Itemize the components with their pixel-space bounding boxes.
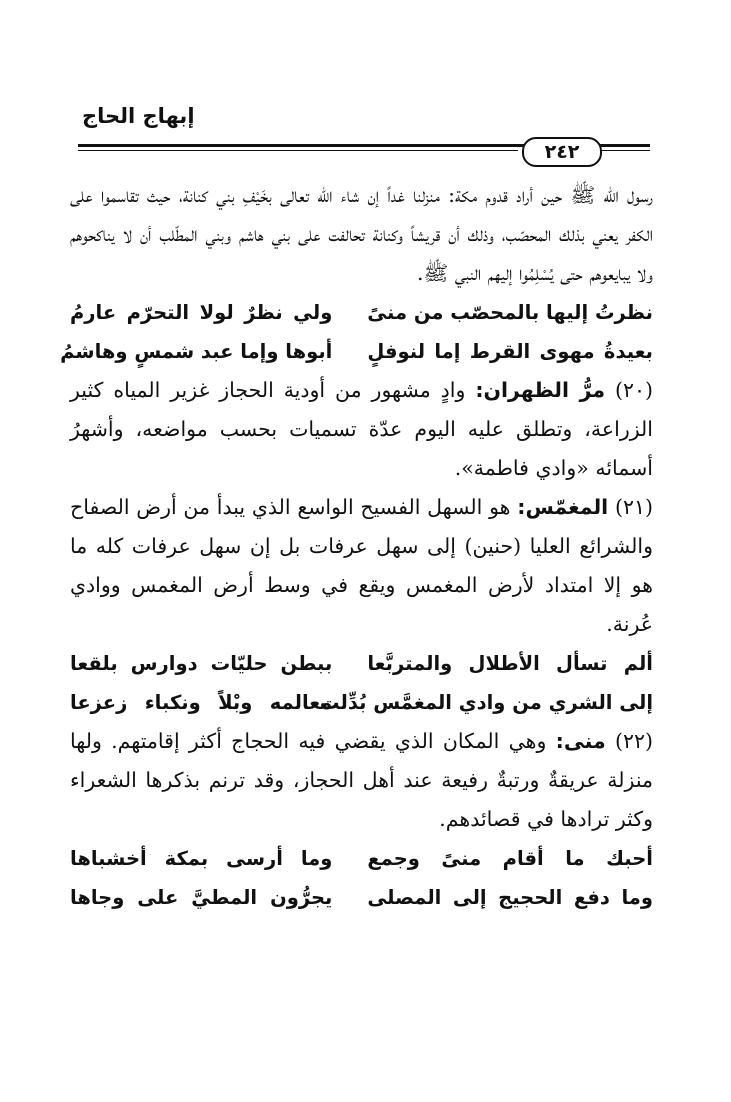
verse-hemistich: معالمه وبْلاً ونكباء زعزعا [70, 691, 333, 714]
page-content [60, 176, 653, 917]
verse-line [70, 683, 653, 722]
page-number: ٢٤٢ [522, 137, 602, 167]
verse-hemistich: نظرتُ إليها بالمحصّب من منىً [367, 301, 653, 324]
header-rule-thin-left [78, 150, 518, 151]
note-number: (٢٠) [614, 378, 653, 402]
note-text: وهي المكان الذي يقضي فيه الحجاج أكثر إقامتهم. ولها منزلة عريقةٌ ورتبةٌ رفيعة عند أهل الحجاز، وقد ترنم بذكرها الشعراء وكثر ترادها في قصائدهم. [70, 729, 653, 831]
verse-line [60, 332, 653, 371]
paragraph-note-21 [70, 488, 653, 644]
verse-line [70, 293, 653, 332]
note-text: وادٍ مشهور من أودية الحجاز غزير المياه كثير الزراعة، وتطلق عليه اليوم عدّة تسميات بحسب مواضعه، وأشهرُ أسمائه «وادي فاطمة». [70, 378, 653, 480]
verse-hemistich: وما دفع الحجيج إلى المصلى [367, 886, 653, 909]
verse-hemistich: ألم تسأل الأطلال والمتربَّعا [367, 652, 653, 675]
running-header-title: إبهاج الحاج [82, 104, 195, 128]
note-number: (٢٢) [614, 729, 653, 753]
verse-hemistich: وما أرسى بمكة أخشباها [70, 847, 333, 870]
note-number: (٢١) [614, 495, 653, 519]
verse-hemistich: ببطن حليّات دوارس بلقعا [70, 652, 333, 675]
verse-hemistich: بعيدةُ مهوى القرط إما لنوفلٍ [367, 340, 653, 363]
verse-line [70, 839, 653, 878]
verse-hemistich: ولي نظرٌ لولا التحرّم عارمُ [70, 301, 333, 324]
verse-hemistich: أحبك ما أقام منىً وجمع [367, 847, 653, 870]
verse-hemistich: إلى الشري من وادي المغمَّس بُدِّلت [319, 691, 653, 714]
verse-line [70, 644, 653, 683]
note-text: هو السهل الفسيح الواسع الذي يبدأ من أرض الصفاح والشرائع العليا (حنين) إلى سهل عرفات بل إن سهل عرفات كله ما هو إلا امتداد لأرض المغمس ويقع في وسط أرض المغمس ووادي عُرنة. [70, 495, 653, 636]
paragraph-1: رسول الله ﷺ حين أراد قدوم مكة: منزلنا غداً إن شاء الله تعالى بخَيْفِ بني كنانة، حيث تقاسموا على الكفر يعني بذلك المحصّب، وذلك أن قريشاً وكنانة تحالفت على بني هاشم وبني المطّلب أن لا يناكحوهم ولا يبايعوهم حتى يُسْلِمُوا إليهم النبي ﷺ. [70, 183, 653, 285]
paragraph-note-22 [70, 722, 653, 839]
verse-line [70, 878, 653, 917]
note-term: المغمّس: [517, 495, 609, 519]
note-term: منى: [555, 729, 606, 753]
verse-hemistich: أبوها وإما عبد شمسٍ وهاشمُ [60, 340, 333, 363]
verse-hemistich: يجرُّون المطيَّ على وجاها [70, 886, 333, 909]
note-term: مرُّ الظهران: [475, 378, 606, 402]
header-rule-thin-right [600, 150, 650, 151]
paragraph-note-20 [70, 371, 653, 488]
